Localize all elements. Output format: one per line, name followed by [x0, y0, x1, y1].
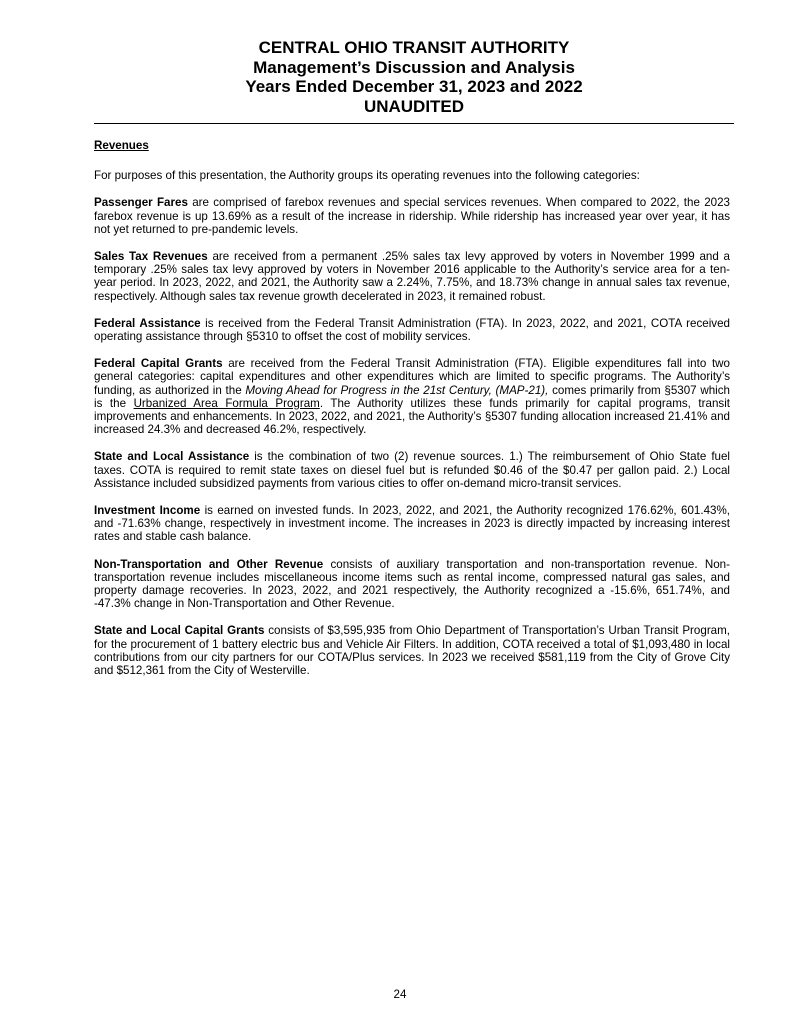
paragraph-passenger-fares [94, 196, 730, 236]
term-investment-income: Investment Income [94, 504, 201, 518]
header-organization: CENTRAL OHIO TRANSIT AUTHORITY [258, 38, 570, 57]
document-body [94, 139, 730, 691]
paragraph-text: consists of $3,595,935 from Ohio Department of Transportation’s Urban Transit Program, for the procurement of 1 battery electric bus and Vehicle Air Filters. In addition, COTA received a total of $1,093,480 in local contributions from our city partners for our COTA/Plus services. In 2023 we received $581,119 from the City of Grove City and $512,361 from the City of Westerville. [94, 624, 731, 678]
term-state-local-capital-grants: State and Local Capital Grants [94, 624, 265, 638]
paragraph-sales-tax [94, 250, 730, 303]
paragraph-state-local-capital-grants [94, 624, 730, 677]
paragraph-text: consists of auxiliary transportation and non-transportation revenue. Non-transportation revenue includes miscellaneous income items such as rental income, compressed natural gas sales, and property damage recoveries. In 2023, 2022, and 2021 respectively, the Authority recognized a -15.6%, 651.74%, and -47.3% change in Non-Transportation and Other Revenue. [94, 557, 730, 611]
paragraph-text: is the combination of two (2) revenue sources. 1.) The reimbursement of Ohio State fuel taxes. COTA is required to remit state taxes on diesel fuel but is refunded $0.46 of the $0.47 per gallon paid. 2.) Local Assistance included subsidized payments from various cities to offer on-demand micro-transit services. [94, 450, 731, 490]
header-period: Years Ended December 31, 2023 and 2022 [245, 77, 583, 96]
header-report-title: Management’s Discussion and Analysis [253, 57, 575, 77]
paragraph-text: . The Authority utilizes these funds primarily for capital programs, transit improvements and enhancements. In 2023, 2022, and 2021, the Authority’s §5307 funding allocation increased 21.41% and increased 24.3% and decreased 46.2%, respectively. [94, 396, 730, 437]
paragraph-investment-income [94, 504, 730, 544]
paragraph-non-transportation [94, 558, 730, 611]
header-audit-status: UNAUDITED [363, 96, 465, 116]
term-non-transportation: Non-Transportation and Other Revenue [94, 557, 324, 571]
term-passenger-fares: Passenger Fares [94, 196, 188, 210]
paragraph-federal-assistance [94, 317, 730, 343]
paragraph-text: are received from the Federal Transit Administration (FTA). Eligible expenditures fall into two general categories: capital expenditures and other expenditures which are limited to specific programs. The Authority’s funding, as authorized in the [94, 357, 730, 397]
section-heading: Revenues [94, 139, 149, 152]
paragraph-federal-capital-grants [94, 357, 730, 436]
map21-reference: Moving Ahead for Progress in the 21st Century, (MAP-21), [245, 383, 549, 397]
section-intro: For purposes of this presentation, the Authority groups its operating revenues into the following categories: [94, 169, 640, 183]
term-federal-assistance: Federal Assistance [94, 316, 201, 330]
paragraph-text: is received from the Federal Transit Administration (FTA). In 2023, 2022, and 2021, COTA received operating assistance through §5310 to offset the cost of mobility services. [94, 316, 730, 344]
paragraph-text: are comprised of farebox revenues and special services revenues. When compared to 2022, the 2023 farebox revenue is up 13.69% as a result of the increase in ridership. While ridership has increased year over year, it has not yet returned to pre-pandemic levels. [94, 196, 730, 236]
urbanized-area-program-link: Urbanized Area Formula Program [133, 396, 320, 410]
document-header [94, 38, 734, 116]
page-number: 24 [393, 988, 407, 1001]
term-sales-tax: Sales Tax Revenues [94, 250, 208, 264]
paragraph-text: are received from a permanent .25% sales tax levy approved by voters in November 1999 and a temporary .25% sales tax levy approved by voters in November 2016 applicable to the Authority’s service area for a ten-year period. In 2023, 2022, and 2021, the Authority saw a 2.24%, 7.75%, and 18.73% change in annual sales tax revenue, respectively. Although sales tax revenue growth decelerated in 2023, it remained robust. [94, 250, 730, 303]
term-federal-capital-grants: Federal Capital Grants [94, 357, 223, 371]
paragraph-text: comes primarily from §5307 which is the [94, 383, 730, 410]
term-state-local-assistance: State and Local Assistance [94, 450, 250, 464]
header-divider [94, 123, 734, 124]
paragraph-text: is earned on invested funds. In 2023, 2022, and 2021, the Authority recognized 176.62%, 601.43%, and -71.63% change, respectively in investment income. The increases in 2023 is directly impacted by increasing interest rates and stable cash balance. [94, 504, 730, 544]
paragraph-state-local-assistance [94, 450, 730, 490]
